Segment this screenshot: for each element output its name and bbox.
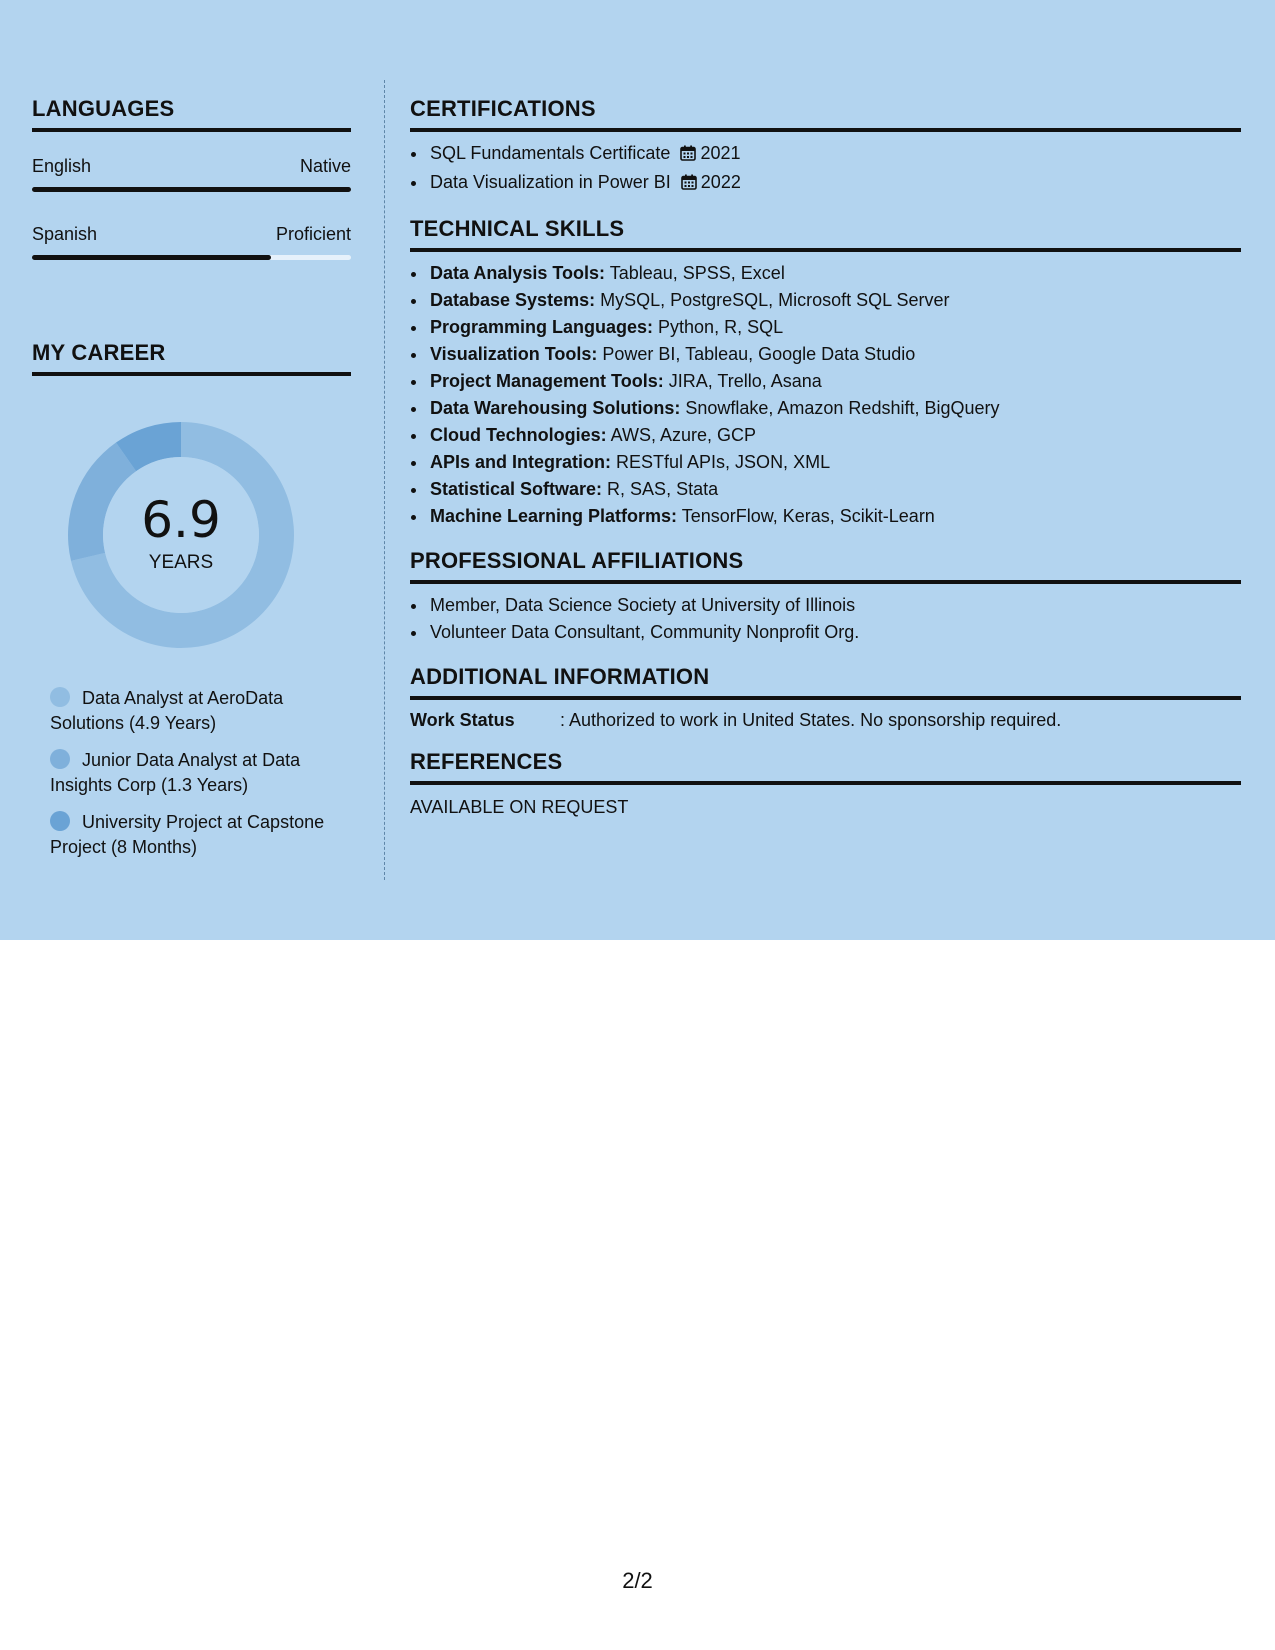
skill-item [428, 368, 1241, 395]
certification-year: 2021 [700, 143, 741, 163]
language-proficiency-bar [32, 187, 351, 192]
affiliation-item: • Member, Data Science Society at University of Illinois [428, 592, 1241, 619]
skill-values: MySQL, PostgreSQL, Microsoft SQL Server [595, 290, 950, 310]
language-level: Proficient [275, 224, 351, 244]
legend-dot-icon [50, 687, 70, 707]
work-status-label: Work Status [410, 710, 515, 730]
additional-info-title: ADDITIONAL INFORMATION [410, 664, 1241, 700]
certification-year: 2022 [700, 172, 741, 192]
career-title: MY CAREER [32, 340, 351, 376]
left-column [32, 96, 351, 872]
skill-item [428, 395, 1241, 422]
work-status-value: : Authorized to work in United States. No sponsorship required. [560, 710, 1062, 730]
career-total [66, 420, 296, 650]
language-proficiency-bar [32, 255, 351, 260]
languages-title: LANGUAGES [32, 96, 351, 132]
language-item-spanish [32, 224, 351, 260]
page-number: 2/2 [622, 1568, 653, 1593]
skill-category: APIs and Integration: [430, 452, 612, 472]
skill-values: RESTful APIs, JSON, XML [611, 452, 831, 472]
skill-category: Data Analysis Tools: [430, 263, 606, 283]
skill-category: Cloud Technologies: [430, 425, 607, 445]
skill-item [428, 341, 1241, 368]
career-legend-label: Data Analyst at AeroData Solutions (4.9 Years) [50, 688, 284, 733]
career-legend-item [50, 810, 351, 860]
career-legend [50, 686, 351, 860]
language-proficiency-fill [32, 187, 351, 192]
certification-name: SQL Fundamentals Certificate [430, 143, 671, 163]
certification-item [428, 140, 1241, 169]
skill-item [428, 260, 1241, 287]
skill-item [428, 449, 1241, 476]
skill-category: Programming Languages: [430, 317, 654, 337]
skill-values: R, SAS, Stata [602, 479, 719, 499]
certification-item [428, 169, 1241, 198]
skill-category: Database Systems: [430, 290, 596, 310]
certifications-title: CERTIFICATIONS [410, 96, 1241, 132]
certification-name: Data Visualization in Power BI [430, 172, 671, 192]
language-name: Spanish [32, 224, 98, 244]
calendar-icon [681, 171, 697, 198]
certifications-list [410, 140, 1241, 198]
career-legend-label: Junior Data Analyst at Data Insights Corp (1.3 Years) [50, 750, 301, 795]
affiliations-section [410, 548, 1241, 646]
affiliations-title: PROFESSIONAL AFFILIATIONS [410, 548, 1241, 584]
skill-item [428, 422, 1241, 449]
references-section [410, 749, 1241, 818]
skill-values: AWS, Azure, GCP [606, 425, 757, 445]
career-legend-item [50, 748, 351, 798]
skill-item [428, 476, 1241, 503]
language-name: English [32, 156, 92, 176]
career-legend-item [50, 686, 351, 736]
language-item-english [32, 156, 351, 192]
legend-dot-icon [50, 749, 70, 769]
skill-category: Visualization Tools: [430, 344, 598, 364]
skill-item [428, 287, 1241, 314]
language-proficiency-fill [32, 255, 271, 260]
legend-dot-icon [50, 811, 70, 831]
column-divider [384, 80, 385, 880]
skill-values: TensorFlow, Keras, Scikit-Learn [677, 506, 935, 526]
skills-list [410, 260, 1241, 530]
skill-values: Power BI, Tableau, Google Data Studio [597, 344, 916, 364]
affiliation-item: • Volunteer Data Consultant, Community Nonprofit Org. [428, 619, 1241, 646]
references-title: REFERENCES [410, 749, 1241, 785]
career-donut-chart [66, 420, 296, 650]
skill-values: Snowflake, Amazon Redshift, BigQuery [680, 398, 1000, 418]
skill-item [428, 503, 1241, 530]
affiliations-list [410, 592, 1241, 646]
calendar-icon [680, 142, 696, 169]
skill-category: Statistical Software: [430, 479, 603, 499]
language-level: Native [299, 156, 351, 176]
certifications-section [410, 96, 1241, 198]
skill-category: Data Warehousing Solutions: [430, 398, 681, 418]
skill-item [428, 314, 1241, 341]
skill-category: Project Management Tools: [430, 371, 664, 391]
skills-title: TECHNICAL SKILLS [410, 216, 1241, 252]
career-total-value: 6.9 [141, 491, 221, 549]
references-text: AVAILABLE ON REQUEST [410, 797, 629, 817]
skill-values: JIRA, Trello, Asana [663, 371, 822, 391]
additional-info-section [410, 664, 1241, 731]
career-total-unit: YEARS [148, 552, 214, 573]
career-legend-label: University Project at Capstone Project (8 Months) [50, 812, 325, 857]
skill-values: Tableau, SPSS, Excel [605, 263, 785, 283]
right-column [410, 96, 1241, 836]
skill-category: Machine Learning Platforms: [430, 506, 678, 526]
skill-values: Python, R, SQL [653, 317, 784, 337]
work-status-row [410, 710, 1241, 731]
skills-section [410, 216, 1241, 530]
